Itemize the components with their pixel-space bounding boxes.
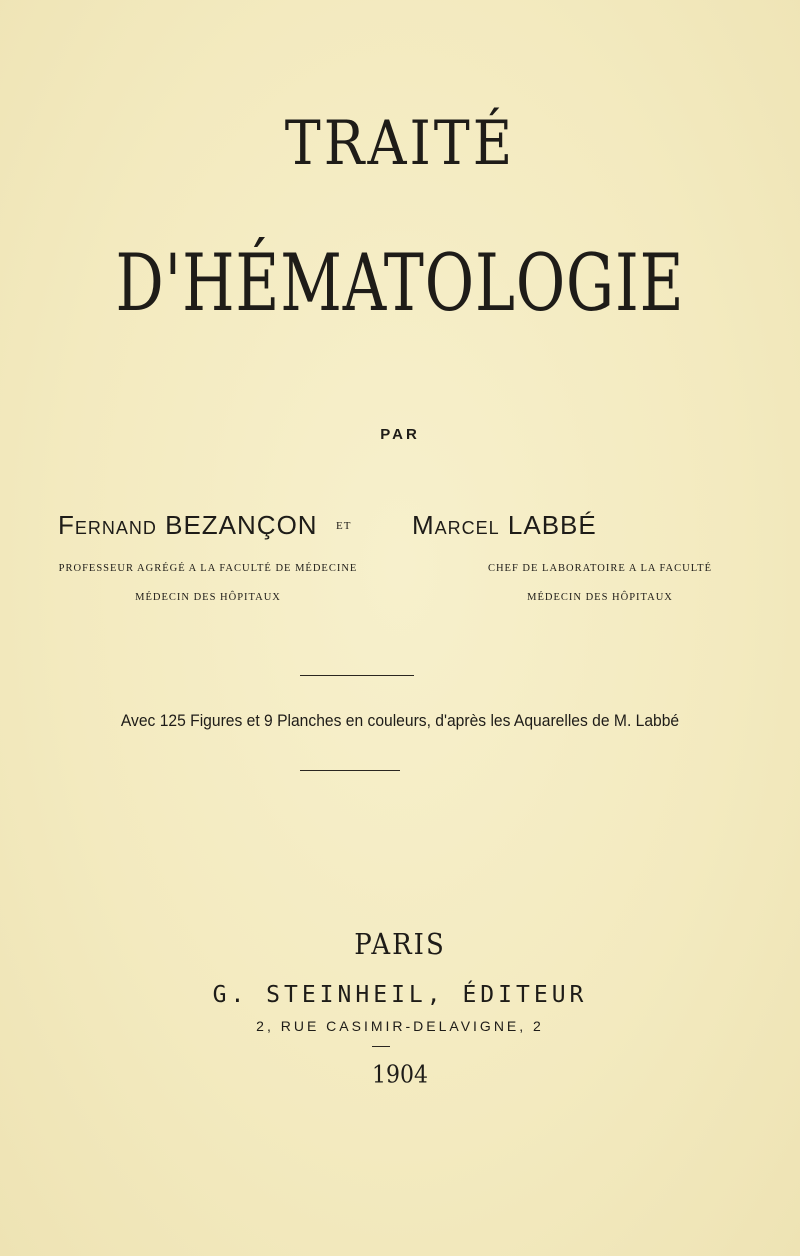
author-1-name: Fernand BEZANÇON [58,510,318,540]
imprint-publisher: G. STEINHEIL, ÉDITEUR [212,982,588,1008]
divider-rule [372,1046,390,1047]
author-conjunction: ET [336,520,352,532]
imprint-city: PARIS [354,928,446,962]
author-2-position: MÉDECIN DES HÔPITAUX [527,592,673,603]
author-1-position: MÉDECIN DES HÔPITAUX [135,592,281,603]
author-1-title: PROFESSEUR AGRÉGÉ A LA FACULTÉ DE MÉDECINE [58,563,358,574]
divider-rule [300,770,400,771]
imprint-address: 2, RUE CASIMIR-DELAVIGNE, 2 [256,1018,544,1034]
author-2-title: CHEF DE LABORATOIRE A LA FACULTÉ [487,563,713,574]
title-line-1: TRAITÉ [284,108,516,179]
illustrations-note: Avec 125 Figures et 9 Planches en couleurs, d'après les Aquarelles de M. Labbé [120,711,680,730]
title-line-2: D'HÉMATOLOGIE [115,237,685,329]
by-label: PAR [380,426,420,443]
author-2-name: Marcel LABBÉ [412,510,597,540]
divider-rule [300,675,414,676]
imprint-year: 1904 [372,1061,428,1090]
